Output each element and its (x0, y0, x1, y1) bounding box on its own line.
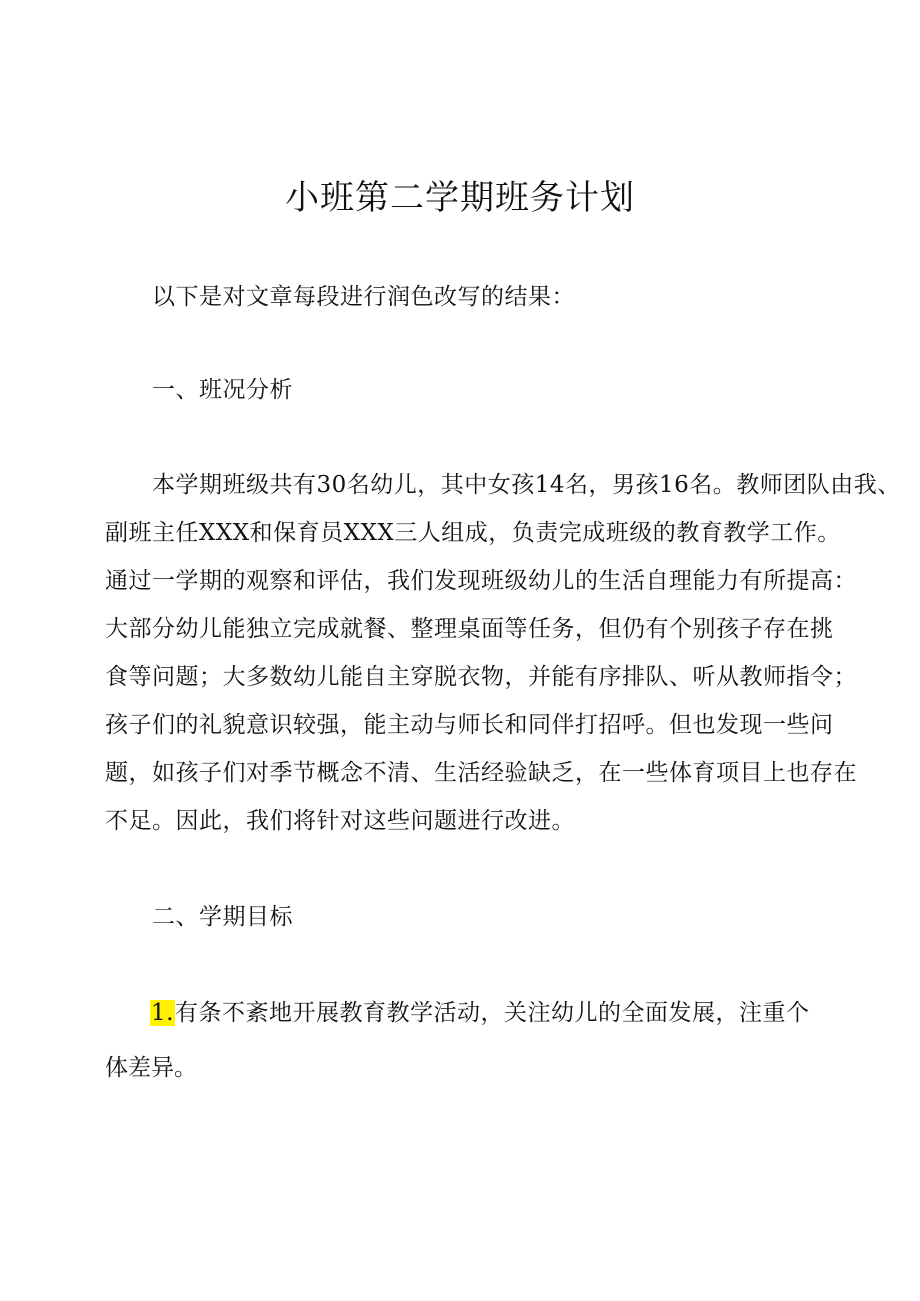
intro-paragraph: 以下是对文章每段进行润色改写的结果： (152, 284, 575, 310)
paragraph-line: 题，如孩子们对季节概念不清、生活经验缺乏，在一些体育项目上也存在 (105, 760, 857, 786)
paragraph-line: 本学期班级共有30名幼儿，其中女孩14名，男孩16名。教师团队由我、 (152, 472, 901, 498)
paragraph-line: 不足。因此，我们将针对这些问题进行改进。 (105, 808, 575, 834)
section-heading-class-analysis: 一、班况分析 (152, 377, 293, 403)
goal-item-1-continued: 体差异。 (105, 1055, 197, 1081)
paragraph-line: 副班主任XXX和保育员XXX三人组成，负责完成班级的教育教学工作。 (105, 520, 841, 546)
paragraph-line: 通过一学期的观察和评估，我们发现班级幼儿的生活自理能力有所提高： (105, 568, 857, 594)
class-analysis-paragraph (105, 470, 901, 854)
paragraph-line: 大部分幼儿能独立完成就餐、整理桌面等任务，但仍有个别孩子存在挑 (105, 616, 834, 642)
paragraph-line: 食等问题；大多数幼儿能自主穿脱衣物，并能有序排队、听从教师指令； (105, 664, 857, 690)
goal-item-1 (150, 998, 809, 1028)
goal-text: 有条不紊地开展教育教学活动，关注幼儿的全面发展，注重个 (174, 1000, 810, 1026)
section-heading-semester-goals: 二、学期目标 (152, 904, 293, 930)
paragraph-line: 孩子们的礼貌意识较强，能主动与师长和同伴打招呼。但也发现一些问 (105, 712, 834, 738)
document-title: 小班第二学期班务计划 (285, 178, 635, 218)
highlighted-goal-number: 1. (151, 1000, 174, 1026)
